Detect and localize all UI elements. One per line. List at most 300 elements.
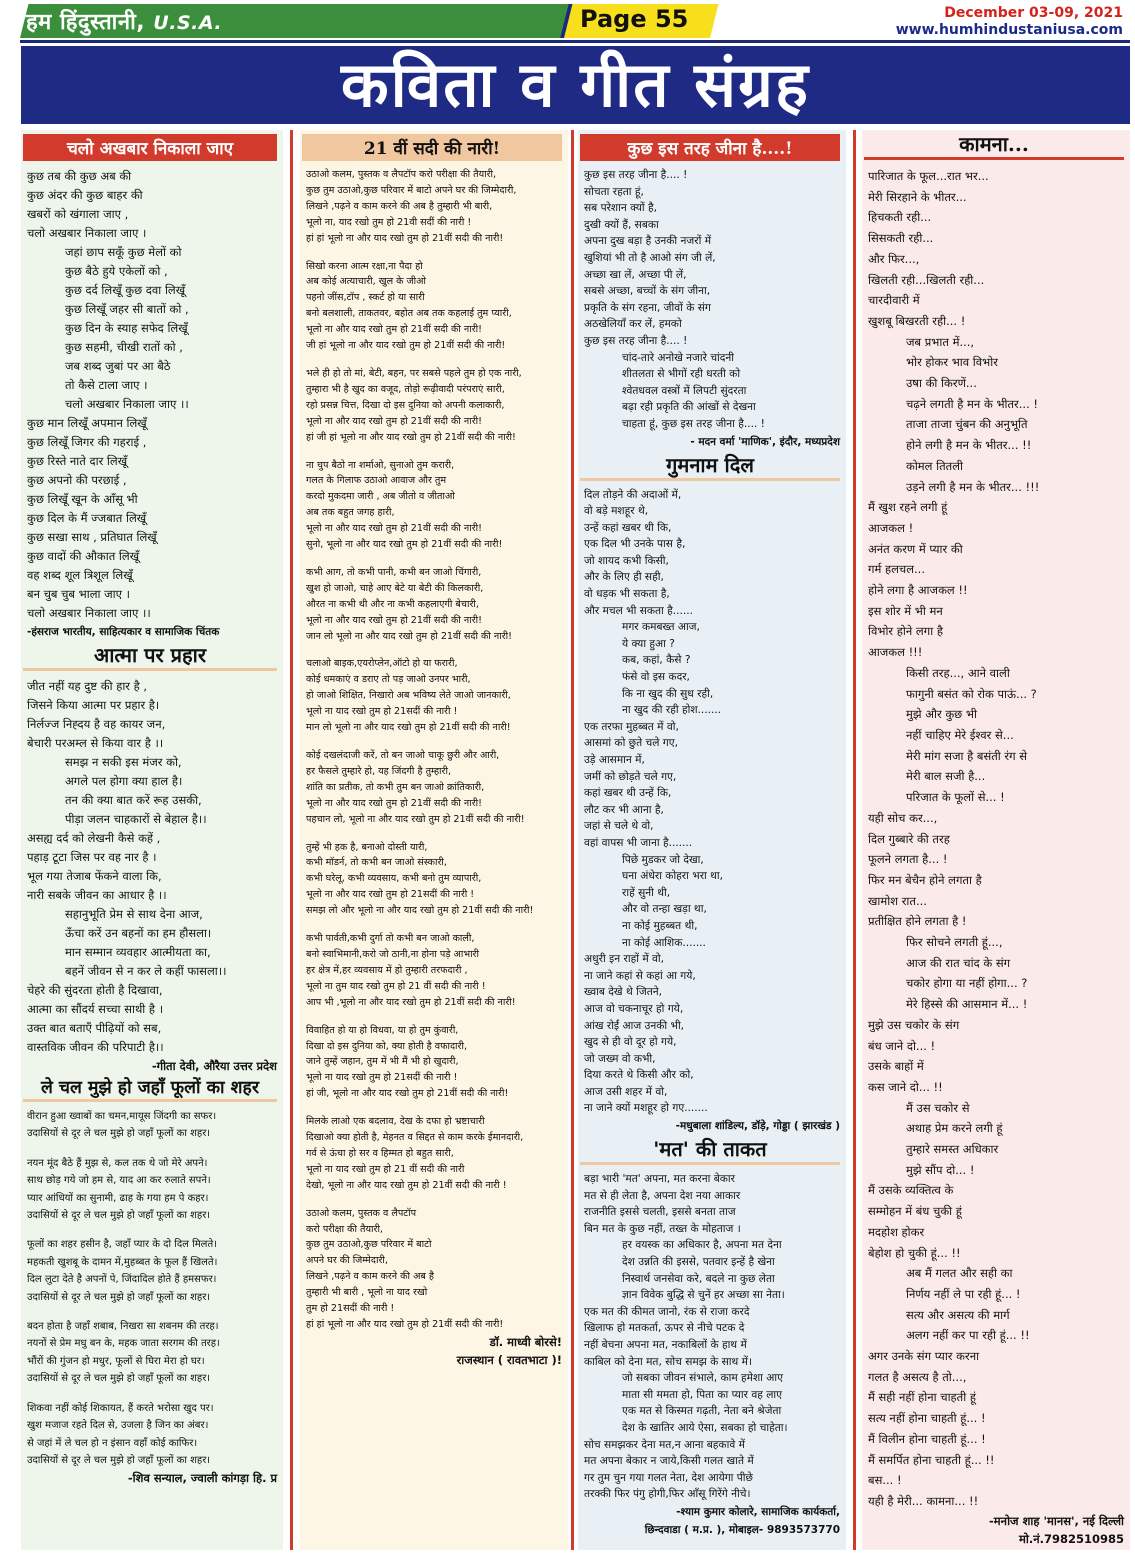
poem-line: सहानुभूति प्रेम से साथ देना आज, bbox=[65, 907, 203, 921]
stanza-gap bbox=[306, 247, 562, 259]
poem-line: दिया करते थे किसी और को, bbox=[584, 1069, 694, 1082]
poem-line: सोचता रहता हूं, bbox=[584, 185, 644, 198]
poem-line: गर्व से ऊंचा हो सर व हिम्मत हो बहुत सारी, bbox=[306, 1147, 454, 1159]
poem-line: चलो अखबार निकाला जाए ।। bbox=[65, 397, 189, 411]
poem-line: जहां छाप सकूँ कुछ मेलों को bbox=[65, 245, 182, 259]
poem-line: अलग नहीं कर पा रही हूं... !! bbox=[906, 1328, 1030, 1343]
poem-line: खुशबू बिखरती रही... ! bbox=[868, 313, 966, 328]
poem-line: नयन मूंद बैठे हैं मुझ से, कल तक थे जो मेरे अपने। bbox=[27, 1157, 208, 1169]
poem-line: वास्तविक जीवन की परिपाटी है।। bbox=[27, 1040, 164, 1054]
poem-title-mat: 'मत' की ताकत bbox=[580, 1135, 840, 1165]
poem-line: आज उसी शहर में वो, bbox=[584, 1085, 668, 1098]
column-divider bbox=[853, 130, 856, 1550]
poem-line: भूलो ना याद रखो तुम हो 21सदीं की नारी ! bbox=[306, 1072, 458, 1084]
poem-line: कुछ अपनो की परछाई , bbox=[27, 473, 127, 487]
poem-line: गलत है असत्य है तो..., bbox=[868, 1369, 967, 1384]
poem-line: सिखो करना आत्म रक्षा,ना पैदा हो bbox=[306, 260, 423, 272]
poem-line: एक मत की कीमत जानो, रंक से राजा करदे bbox=[584, 1305, 750, 1318]
poem-line: भूलो ना और याद रखो तुम हो 21सदीं की नारी ! bbox=[306, 889, 475, 901]
poem-author-naari-place: राजस्थान ( रावतभाटा )! bbox=[456, 1352, 562, 1367]
poem-line: आज वो चकनाचूर हो गये, bbox=[584, 1002, 684, 1015]
poem-line: दिखाओ क्या होती है, मेहनत व सिद्दत से काम करके ईमानदारी, bbox=[306, 1132, 524, 1144]
poem-line: बंध जाने दो... ! bbox=[868, 1038, 936, 1053]
poem-line: होने लगी है मन के भीतर... !! bbox=[906, 438, 1032, 453]
poem-line: बन चुब चुब भाला जाए । bbox=[27, 587, 131, 601]
poem-line: खुद से ही वो दूर हो गये, bbox=[584, 1036, 677, 1049]
poem-line: पारिजात के फूल...रात भर... bbox=[868, 169, 989, 183]
poem-line: कुछ दिल के मैं ज्जबात लिखूँ bbox=[27, 511, 147, 525]
poem-line: फूलने लगता है... ! bbox=[868, 852, 948, 867]
poem-line: मेरे हिस्से की आसमान में... ! bbox=[906, 997, 1028, 1012]
poem-line: निर्णय नहीं ले पा रही हूं... ! bbox=[906, 1286, 1021, 1301]
poem-title-aatma: आत्मा पर प्रहार bbox=[23, 641, 277, 671]
poem-line: चांद-तारे अनोखे नजारे चांदनी bbox=[622, 351, 735, 364]
poem-line: जान लो भूलो ना और याद रखो तुम हो 21वीं सदी की नारी! bbox=[306, 630, 512, 642]
poem-line: घना अंधेरा कोहरा भरा था, bbox=[622, 870, 724, 883]
poem-line: श्वेतधवल वस्त्रों में लिपटी सुंदरता bbox=[622, 384, 747, 397]
poem-line: भौंरों की गुंजन हो मधुर, फूलों से घिरा मेरा हो घर। bbox=[27, 1355, 205, 1367]
poem-line: और के लिए ही सही, bbox=[584, 571, 664, 584]
poem-line: दुखी क्यों हैं, सबका bbox=[584, 218, 659, 231]
poem-line: नहीं बेचना अपना मत, नकाबिलों के हाथ में bbox=[584, 1339, 747, 1351]
poem-line: हिचकती रही... bbox=[868, 210, 932, 225]
poem-mat bbox=[578, 1171, 846, 1503]
poem-line: बड़ा भारी 'मत' अपना, मत करना बेकार bbox=[584, 1173, 735, 1186]
poem-line: कस जाने दो... !! bbox=[868, 1079, 943, 1094]
poem-author-gumnam: -मधुबाला शांडिल्य, डॉड़े, गोड्डा ( झारखंड ) bbox=[675, 1120, 840, 1133]
poem-line: जमीं को छोड़ते चले गए, bbox=[584, 770, 677, 783]
poem-line: प्यार आंधियों का सुनामी, ढाह के गया हम पे कहर। bbox=[27, 1192, 209, 1204]
poem-line: उठाओ कलम, पुस्तक व लैपटॉप करो परीक्षा की तैयारी, bbox=[306, 169, 497, 180]
poem-line: कुछ दिन के स्याह सफेद लिखूँ bbox=[65, 321, 188, 335]
poem-line: भूलो ना और याद रखो तुम हो 21वीं सदी की नारी! bbox=[306, 614, 482, 626]
poem-author-akhbar: -हंसराज भारतीय, साहित्यकार व सामाजिक चिंतक bbox=[27, 626, 220, 638]
poem-line: तन की क्या बात करें रूह उसकी, bbox=[65, 793, 202, 807]
poem-line: लिखने ,पढ़ने व काम करने की अब है तुम्हारी भी बारी, bbox=[306, 200, 493, 212]
poem-line: निर्लज्ज निह्दय है वह कायर जन, bbox=[27, 717, 166, 731]
poem-line: इस शोर में भी मन bbox=[868, 603, 943, 618]
poem-line: यही सोच कर..., bbox=[868, 810, 938, 825]
poem-line: समझ लो और भूलो ना और याद रखो तुम हो 21वीं सदी की नारी! bbox=[306, 905, 534, 917]
poem-line: रहो प्रसन्न चित्त, दिखा दो इस दुनिया को अपनी कलाकारी, bbox=[306, 399, 505, 411]
poem-line: मत अपना बेकार न जाये,किसी गलत खाते में bbox=[584, 1455, 754, 1468]
poem-line: चकोर होगा या नहीं होगा... ? bbox=[906, 976, 1028, 991]
poem-line: और वो तन्हा खड़ा था, bbox=[622, 903, 707, 916]
poem-line: खामोश रात... bbox=[868, 893, 927, 908]
poem-line: अगले पल होगा क्या हाल है। bbox=[65, 774, 183, 788]
poem-line: तुम हो 21सदीं की नारी ! bbox=[306, 1303, 395, 1315]
poem-line: देश उन्नति की इससे, पतवार इन्हें है खेना bbox=[622, 1256, 775, 1269]
poem-line: शांति का प्रतीक, तो कभी तुम बन जाओ क्रांतिकारी, bbox=[306, 781, 485, 793]
poem-line: दिल तोड़ने की अदाओं में, bbox=[584, 488, 682, 501]
poem-line: उड़े आसमान में, bbox=[584, 754, 645, 766]
poem-line: तुम्हारा भी है खुद का वजूद, तोड़ो रूढ़ीवादी परंपराएं सारी, bbox=[306, 383, 505, 395]
poem-line: भले ही हो तो मां, बेटी, बहन, पर सबसे पहले तुम हो एक नारी, bbox=[306, 367, 522, 379]
poem-line: कहां खबर थी उन्हें कि, bbox=[584, 787, 672, 800]
poem-line: ना कोई आशिक....... bbox=[622, 936, 706, 949]
column-2 bbox=[300, 130, 568, 1550]
stanza-gap bbox=[306, 736, 562, 748]
poem-line: दिल लुटा देते है अपनों पे, जिंदादिल होते हैं हमसफर। bbox=[27, 1274, 217, 1286]
publication-name bbox=[26, 6, 222, 36]
poem-kamna bbox=[862, 166, 1130, 1512]
poem-line: फागुनी बसंत को रोक पाऊं... ? bbox=[906, 686, 1037, 701]
poem-line: सत्य और असत्य की मार्ग bbox=[906, 1307, 1010, 1322]
poem-line: जी हां भूलो ना और याद रखो तुम हो 21वीं सदी की नारी! bbox=[306, 340, 506, 352]
poem-line: सबसे अच्छा, बच्चों के संग जीना, bbox=[584, 285, 711, 298]
poem-line: शिकवा नहीं कोई शिकायत, हैं करते भरोसा खुद पर। bbox=[27, 1402, 214, 1414]
poem-line: फूलों का शहर हसीन है, जहाँ प्यार के दो दिल मिलते। bbox=[27, 1239, 217, 1251]
poem-line: अब मैं गलत और सही का bbox=[906, 1266, 1013, 1281]
poem-line: चेहरे की सुंदरता होती है दिखावा, bbox=[27, 983, 163, 997]
poem-line: मुझे और कुछ भी bbox=[906, 707, 977, 722]
poem-line: कोमल तितली bbox=[906, 458, 964, 473]
poem-line: करो परीक्षा की तैयारी, bbox=[306, 1223, 383, 1235]
poem-line: भूलो ना याद रखो तुम हो 21सदीं की नारी ! bbox=[306, 706, 458, 718]
poem-title-jeena: कुछ इस तरह जीना है....! bbox=[580, 134, 840, 161]
poem-line: पहचान लो, भूलो ना और याद रखो तुम हो 21वीं सदी की नारी! bbox=[306, 813, 525, 825]
poem-line: आंख रोईं आज उनकी भी, bbox=[584, 1019, 685, 1032]
poem-line: उदासियों से दूर ले चल मुझे हो जहाँ फूलों का शहर। bbox=[27, 1128, 211, 1140]
poem-line: कुछ बैठे हुये एकेलों को , bbox=[65, 264, 168, 278]
poem-line: ना कोई मुहब्बत थी, bbox=[622, 919, 698, 932]
poem-line: जो शायद कभी किसी, bbox=[584, 554, 669, 567]
poem-line: सिसकती रही... bbox=[868, 231, 934, 246]
stanza-gap bbox=[27, 1388, 277, 1400]
poem-line: जहां से चले थे वो, bbox=[584, 820, 654, 833]
poem-line: मैं विलीन होना चाहती हूं... ! bbox=[868, 1431, 986, 1446]
poem-line: परिजात के फूलों से... ! bbox=[906, 790, 1005, 805]
poem-line: ना जाने कहां से कहां आ गये, bbox=[584, 969, 696, 982]
poem-line: भूल गया तेजाब फेंकने वाला कि, bbox=[27, 869, 162, 883]
poem-line: फिर मन बेचैन होने लगता है bbox=[868, 872, 982, 887]
poem-line: मैं सही नहीं होना चाहती हूं bbox=[868, 1390, 976, 1405]
poem-line: वीरान हुआ ख्वाबों का चमन,मायूस जिंदगी का सफर। bbox=[27, 1111, 217, 1122]
poem-line: ना चुप बैठो ना शर्माओ, सुनाओ तुम करारी, bbox=[306, 459, 455, 471]
poem-line: समझ न सकी इस मंजर को, bbox=[65, 755, 182, 769]
poem-line: जब शब्द जुबां पर आ बैठे bbox=[65, 359, 171, 373]
stanza-gap bbox=[306, 919, 562, 931]
poem-line: माता सी ममता हो, पिता का प्यार वह लाए bbox=[622, 1388, 783, 1401]
poem-line: एक दिल भी उनके पास है, bbox=[584, 538, 686, 551]
poem-title-kamna: कामना... bbox=[864, 130, 1124, 160]
poem-line: आज की रात चांद के संग bbox=[906, 955, 1011, 970]
poem-line: ताजा ताजा चुंबन की अनुभूति bbox=[906, 417, 1028, 432]
poem-line: बेहोश हो चुकी हूं... !! bbox=[868, 1245, 961, 1260]
poem-line: ख्वाब देखे थे जितने, bbox=[584, 986, 662, 999]
poem-line: वो धड़क भी सकता है, bbox=[584, 588, 670, 601]
poem-line: और मचल भी सकता है...... bbox=[584, 604, 693, 617]
column-divider bbox=[571, 130, 574, 1550]
poem-title-phoolon: ले चल मुझे हो जहाँ फूलों का शहर bbox=[23, 1075, 277, 1102]
stanza-gap bbox=[306, 354, 562, 366]
poem-line: भूलो ना, याद रखो तुम हो 21वी सदीं की नारी ! bbox=[306, 216, 472, 228]
poem-line: सब परेशान क्यों है, bbox=[584, 202, 658, 215]
poem-line: अथाह प्रेम करने लगी हूं bbox=[906, 1121, 1003, 1136]
poem-line: आसमां को छुते चले गए, bbox=[584, 737, 678, 750]
poem-line: किसी तरह..., आने वाली bbox=[906, 665, 1010, 680]
poem-line: कुछ लिखूँ जिगर की गहराई , bbox=[27, 435, 147, 449]
poem-line: खिलती रही...खिलती रही... bbox=[868, 272, 985, 287]
poem-line: अच्छा खा लें, अच्छा पी लें, bbox=[584, 268, 687, 281]
poem-line: करदो मुकदमा जारी , अब जीतो व जीताओ bbox=[306, 491, 455, 503]
poem-line: अपना दुख बड़ा है उनकी नजरों में bbox=[584, 235, 712, 248]
poem-line: अठखेलियाँ कर लें, हमको bbox=[584, 318, 682, 331]
poem-akhbar bbox=[21, 167, 283, 623]
poem-line: होने लगा है आजकल !! bbox=[868, 583, 968, 598]
poem-line: सत्य नहीं होना चाहती हूं... ! bbox=[868, 1411, 986, 1426]
poem-line: जिसने किया आत्मा पर प्रहार है। bbox=[27, 698, 160, 712]
poem-author-aatma: -गीता देवी, औरैया उत्तर प्रदेश bbox=[151, 1059, 277, 1073]
column-3 bbox=[578, 130, 846, 1550]
stanza-gap bbox=[27, 1224, 277, 1236]
poem-phoolon bbox=[21, 1108, 283, 1469]
poem-line: बनो बलशाली, ताकतवर, बहोत अब तक कहलाई तुम प्यारी, bbox=[306, 308, 512, 320]
poem-line: मेरी सिरहाने के भीतर... bbox=[868, 189, 967, 204]
poem-line: अगर उनके संग प्यार करना bbox=[868, 1349, 980, 1364]
poem-line: साथ छोड़ गये जो हम से, याद आ कर रुलाते सपने। bbox=[27, 1175, 211, 1187]
poem-line: कभी घरेलू, कभी व्यवसाय, कभी बनो तुम व्यापारी, bbox=[306, 873, 482, 885]
poem-line: देखो, भूलो ना और याद रखो तुम हो 21वीं सदी की नारी ! bbox=[306, 1179, 507, 1191]
poem-line: कुछ सहमी, चीखी रातों को , bbox=[65, 340, 183, 354]
poem-line: पहनो जींस,टॉप , स्कर्ट हो या सारी bbox=[306, 292, 425, 304]
poem-line: तुम्हारे समस्त अधिकार bbox=[906, 1142, 999, 1157]
poem-line: कुछ मान लिखूँ अपमान लिखूँ bbox=[27, 416, 147, 430]
poem-line: पिछे मुडकर जो देखा, bbox=[622, 853, 704, 866]
poem-line: भूलो ना और याद रखो तुम हो 21वीं सदी की नारी! bbox=[306, 324, 482, 336]
poem-line: नारी सबके जीवन का आधार है ।। bbox=[27, 888, 167, 902]
poem-line: राहें सुनी थी, bbox=[622, 886, 671, 899]
poem-line: आप भी ,भूलो ना और याद रखो तुम हो 21वीं सदी की नारी! bbox=[306, 996, 516, 1008]
poem-line: कुछ इस तरह जीना है.... ! bbox=[584, 169, 688, 181]
poem-line: कुछ वादों की औकात लिखूँ bbox=[27, 549, 140, 563]
poem-line: मदहोश होकर bbox=[868, 1224, 925, 1239]
poem-line: विवाहित हो या हो विधवा, या हो तुम कुंवारी, bbox=[306, 1024, 459, 1036]
poem-gumnam bbox=[578, 487, 846, 1118]
poem-line: यही है मेरी... कामना... !! bbox=[868, 1494, 979, 1508]
poem-line: दिल गुब्बारे की तरह bbox=[868, 831, 950, 846]
poem-line: तुम्हारी भी बारी , भूलो ना याद रखो bbox=[306, 1287, 428, 1299]
poem-line: फंसे वो इस कदर, bbox=[622, 671, 690, 684]
poem-line: कुछ तुम उठाओ,कुछ परिवार में बाटो अपने घर की जिम्मेदारी, bbox=[306, 184, 517, 196]
poem-line: कभी मॉडर्न, तो कभी बन जाओ संस्कारी, bbox=[306, 857, 447, 869]
poem-line: बदन होता है जहाँ शबाब, निखरा सा शबनम की तरह। bbox=[27, 1321, 219, 1333]
poem-line: उदासियों से दूर ले चल मुझे हो जहाँ फूलों का शहर। bbox=[27, 1291, 211, 1303]
poem-line: मगर कमबख्त आज, bbox=[622, 621, 700, 634]
poem-line: उदासियों से दूर ले चल मुझे हो जहाँ फूलों का शहर। bbox=[27, 1373, 211, 1385]
poem-line: मेरी मांग सजा है बसंती रंग से bbox=[906, 748, 1028, 763]
stanza-gap bbox=[306, 553, 562, 565]
poem-line: गर्म हलचल... bbox=[868, 562, 925, 577]
poem-line: कुछ सखा साथ , प्रतिघात लिखूँ bbox=[27, 530, 157, 544]
poem-line: और फिर..., bbox=[868, 251, 920, 266]
poem-line: विभोर होने लगा है bbox=[868, 624, 943, 639]
poem-line: मैं खुश रहने लगी हूं bbox=[868, 500, 948, 515]
poem-line: गलत के गिलाफ उठाओ आवाज और तुम bbox=[306, 475, 447, 487]
poem-line: खुश मजाज रहते दिल से, उजला है जिन का अंबर। bbox=[27, 1420, 209, 1432]
poem-line: ना जाने क्यों मशहूर हो गए....... bbox=[584, 1102, 708, 1115]
poem-line: मैं समर्पित होना चाहती हूं... !! bbox=[868, 1452, 995, 1467]
column-4 bbox=[862, 130, 1130, 1550]
page-number: Page 55 bbox=[580, 5, 689, 33]
poem-line: अपने घर की जिम्मेदारी, bbox=[306, 1255, 388, 1267]
poem-line: शीतलता से भीगों रही धरती को bbox=[622, 368, 741, 381]
poem-line: आजकल !!! bbox=[868, 645, 923, 660]
stanza-gap bbox=[306, 1102, 562, 1114]
poem-line: हां जी, भूलो ना और याद रखो तुम हो 21वीं सदी की नारी! bbox=[306, 1088, 509, 1100]
poem-line: अधुरी इन राहों में वो, bbox=[584, 953, 665, 966]
poem-line: भोर होकर भाव विभोर bbox=[906, 355, 998, 370]
masthead bbox=[0, 0, 1135, 44]
poem-line: कब, कहां, कैसे ? bbox=[622, 654, 691, 667]
poem-line: अनंत करण में प्यार की bbox=[868, 541, 963, 556]
poem-line: तरक्की फिर पंगु होगी,फिर आँसू गिरेंगे नीचे। bbox=[584, 1488, 751, 1501]
poem-line: चारदीवारी में bbox=[868, 293, 920, 308]
poem-line: सोच समझकर देना मत,न आना बहकावे में bbox=[584, 1438, 745, 1451]
poem-line: मुझे उस चकोर के संग bbox=[868, 1017, 960, 1032]
poem-line: कुछ तब की कुछ अब की bbox=[27, 169, 132, 183]
poem-line: कभी पार्वती,कभी दुर्गा तो कभी बन जाओ काली, bbox=[306, 933, 475, 945]
poem-line: चलो अखबार निकाला जाए ।। bbox=[27, 606, 151, 620]
poem-line: लिखने ,पढ़ने व काम करने की अब है bbox=[306, 1271, 435, 1283]
poem-line: उठाओ कलम, पुस्तक व लैपटॉप bbox=[306, 1207, 417, 1219]
poem-line: कभी आग, तो कभी पानी, कभी बन जाओ चिंगारी, bbox=[306, 566, 482, 578]
poem-line: कोई दखलंदाजी करें, तो बन जाओ चाकू छुरी और आरी, bbox=[306, 750, 500, 761]
poem-line: जो जख्म वो कभी, bbox=[584, 1052, 656, 1065]
poem-line: बस... ! bbox=[868, 1473, 902, 1488]
poem-title-naari: 21 वीं सदी की नारी! bbox=[302, 134, 562, 161]
poem-line: मिलके लाओ एक बदलाव, देख के दफा हो भ्रष्टाचारी bbox=[306, 1116, 485, 1128]
poem-line: भूलो ना और याद रखो तुम हो 21वीं सदी की नारी! bbox=[306, 523, 482, 535]
section-banner bbox=[21, 46, 1130, 124]
poem-line: चलाओ बाइक,एयरोप्लेन,ऑटो हो या फरारी, bbox=[306, 658, 458, 670]
publication-title: हम हिंदुस्तानी, bbox=[26, 10, 146, 35]
poem-line: जीत नहीं यह दुष्ट की हार है , bbox=[27, 679, 148, 693]
poem-line: भूलो ना तुम याद रखो तुम हो 21 वीं सदी की नारी ! bbox=[306, 980, 486, 992]
poem-line: हर वयस्क का अधिकार है, अपना मत देना bbox=[622, 1239, 782, 1252]
poem-author-mat-place: छिन्दवाडा ( म.प्र. ), मोबाइल- 9893573770 bbox=[644, 1523, 840, 1536]
column-divider bbox=[290, 130, 293, 1550]
poem-jeena bbox=[578, 167, 846, 433]
poem-line: ना खुद की रही होश....... bbox=[622, 704, 722, 717]
poem-line: आत्मा का सौंदर्य सच्चा साथी है । bbox=[27, 1002, 164, 1016]
issue-date: December 03-09, 2021 bbox=[944, 5, 1123, 21]
poem-line: नयनों से प्रेम मधु बन के, महक जाता सरगम की तरह। bbox=[27, 1338, 220, 1350]
poem-line: उदासियों से दूर ले चल मुझे हो जहाँ फूलों का शहर। bbox=[27, 1454, 211, 1466]
poem-author-kamna: -मनोज शाह 'मानस', नई दिल्ली bbox=[989, 1513, 1124, 1528]
poem-naari bbox=[300, 167, 568, 1333]
poem-line: तो कैसे टाला जाए । bbox=[65, 378, 148, 392]
poem-line: आजकल ! bbox=[868, 520, 914, 535]
poem-line: खबरों को खंगाला जाए , bbox=[27, 207, 129, 221]
poem-line: ऊँचा करें उन बहनों का हम हौसला। bbox=[65, 926, 212, 940]
poem-line: हर फैसले तुम्हारे हो, यह जिंदगी है तुम्हारी, bbox=[306, 765, 451, 777]
poem-line: वह शब्द शूल त्रिशूल लिखूँ bbox=[27, 568, 133, 582]
poem-line: महकती खुशबू के दामन में,मुहब्बत के फूल हैं खिलते। bbox=[27, 1256, 218, 1268]
stanza-gap bbox=[306, 644, 562, 656]
poem-author-kamna-phone: मो.नं.7982510985 bbox=[1019, 1531, 1124, 1546]
website-link[interactable]: www.humhindustaniusa.com bbox=[895, 22, 1123, 38]
poem-line: बिन मत के कुछ नहीं, तख्त के मोहताज । bbox=[584, 1222, 741, 1235]
poem-line: एक तरफा मुहब्बत में वो, bbox=[584, 720, 679, 733]
column-1 bbox=[21, 130, 283, 1550]
poem-line: चाहता हूं, कुछ इस तरह जीना है.... ! bbox=[622, 417, 765, 430]
poem-line: कुछ लिखूँ जहर सी बातों को , bbox=[65, 302, 189, 316]
poem-line: कि ना खुद की सुध रही, bbox=[622, 687, 714, 700]
poem-line: उक्त बात बताएँ पीढ़ियों को सब, bbox=[27, 1021, 162, 1035]
poem-line: बढ़ा रही प्रकृति की आंखों से देखना bbox=[622, 401, 756, 414]
poem-line: सम्मोहन में बंध चुकी हूं bbox=[868, 1204, 962, 1219]
poem-line: कुछ अंदर की कुछ बाहर की bbox=[27, 188, 143, 202]
poem-line: उदासियों से दूर ले चल मुझे हो जहाँ फूलों का शहर। bbox=[27, 1210, 211, 1222]
poem-line: बेचारी परअम्ल से किया वार है ।। bbox=[27, 736, 164, 750]
poem-line: कुछ दर्द लिखूँ कुछ दवा लिखूँ bbox=[65, 283, 186, 297]
poem-author-mat: -श्याम कुमार कोलारे, सामाजिक कार्यकर्ता, bbox=[676, 1505, 840, 1518]
poem-line: नहीं चाहिए मेरे ईश्वर से... bbox=[906, 727, 1014, 742]
poem-line: प्रतीक्षित होने लगता है ! bbox=[868, 914, 967, 929]
poem-line: हो जाओ शिक्षित, निखारो अब भविष्य लेते जाओ जानकारी, bbox=[306, 690, 511, 702]
poem-line: लौट कर भी आना है, bbox=[584, 803, 664, 816]
poem-line: मत से ही लेता है, अपना देश नया आकार bbox=[584, 1189, 741, 1202]
stanza-gap bbox=[306, 1194, 562, 1206]
poem-line: असह्य दर्द को लेखनी कैसे कहें , bbox=[27, 831, 161, 845]
poem-line: फिर सोचने लगती हूं..., bbox=[906, 935, 1003, 950]
poem-line: मैं उसके व्यक्तित्व के bbox=[868, 1183, 954, 1198]
poem-author-jeena: - मदन वर्मा 'माणिक', इंदौर, मध्यप्रदेश bbox=[690, 435, 840, 448]
poem-line: खुशियां भी तो है आओ संग जी लें, bbox=[584, 251, 716, 264]
poem-line: राजनीति इससे चलती, इससे बनता ताज bbox=[584, 1206, 736, 1219]
poem-line: खिलाफ हो मतकर्ता, ऊपर से नीचे पटक दे bbox=[584, 1322, 745, 1335]
poem-line: भूलो ना और याद रखो तुम हो 21वीं सदी की नारी! bbox=[306, 797, 482, 809]
poem-line: मान सम्मान व्यवहार आत्मीयता का, bbox=[65, 945, 211, 959]
poem-line: प्रकृति के संग रहना, जीवों के संग bbox=[584, 301, 711, 314]
poem-line: जब प्रभात में..., bbox=[906, 334, 975, 349]
poem-line: चलो अखबार निकाला जाए । bbox=[27, 226, 147, 240]
poem-line: एक मत से किस्मत गढ़ती, नेता बने श्रेजेता bbox=[622, 1405, 782, 1418]
poem-line: जो सबका जीवन संभाले, काम हमेशा आए bbox=[622, 1372, 783, 1385]
poem-line: कुछ लिखूँ खून के आँसू भी bbox=[27, 492, 138, 506]
poem-line: उषा की किरणें... bbox=[906, 376, 977, 391]
publication-suffix: U.S.A. bbox=[153, 12, 223, 34]
poem-line: कोई धमकाएं व डराए तो पड़ जाओ उनपर भारी, bbox=[306, 674, 471, 686]
poem-line: खुश हो जाओ, चाहे आए बेटे या बेटी की किलकारी, bbox=[306, 582, 484, 594]
poem-line: मान लो भूलो ना और याद रखो तुम हो 21वीं सदी की नारी! bbox=[306, 722, 511, 734]
poem-line: पीड़ा जलन चाहकारों से बेहाल है।। bbox=[65, 812, 207, 826]
poem-line: वो बड़े मशहूर थे, bbox=[584, 505, 649, 518]
poem-line: उन्हें कहां खबर थी कि, bbox=[584, 521, 672, 534]
stanza-gap bbox=[27, 1143, 277, 1155]
poem-line: सुनो, भूलो ना और याद रखो तुम हो 21वीं सदी की नारी! bbox=[306, 539, 503, 551]
poem-line: जाने तुम्हें जहान, तुम में भी मैं भी हो खुदारी, bbox=[306, 1056, 459, 1068]
poem-line: भूलो ना याद रखो तुम हो 21 वीं सदी की नारी bbox=[306, 1163, 465, 1175]
poem-line: उड़ने लगी है मन के भीतर... !!! bbox=[906, 479, 1040, 494]
poem-line: गर तुम चुन गया गलत नेता, देश आयेगा पीछे bbox=[584, 1471, 753, 1484]
poem-title-akhbar: चलो अखबार निकाला जाए bbox=[23, 134, 277, 161]
poem-title-gumnam: गुमनाम दिल bbox=[580, 451, 840, 481]
poem-line: वहां वापस भी जाना है....... bbox=[584, 836, 693, 849]
poem-aatma bbox=[21, 677, 283, 1057]
poem-line: से जहां में ले चल हो न इंसान वहाँ कोई काफिर। bbox=[27, 1437, 198, 1449]
stanza-gap bbox=[306, 1011, 562, 1023]
header-divider bbox=[20, 40, 1130, 43]
poem-line: मुझे सौंप दो... ! bbox=[906, 1162, 975, 1177]
poem-line: पहाड़ टूटा जिस पर वह नार है । bbox=[27, 850, 157, 864]
poem-line: दिखा दो इस दुनिया को, क्या होती है वफादारी, bbox=[306, 1040, 467, 1052]
poem-line: बनो स्वाभिमानी,करो जो ठानी,ना होना पड़े आभारी bbox=[306, 948, 479, 960]
poem-line: भूलो ना और याद रखो तुम हो 21वीं सदी की नारी! bbox=[306, 415, 482, 427]
poem-line: देश के खातिर आये ऐसा, सबका हो चाहेता। bbox=[622, 1421, 788, 1434]
poem-line: कुछ इस तरह जीना है.... ! bbox=[584, 334, 688, 347]
